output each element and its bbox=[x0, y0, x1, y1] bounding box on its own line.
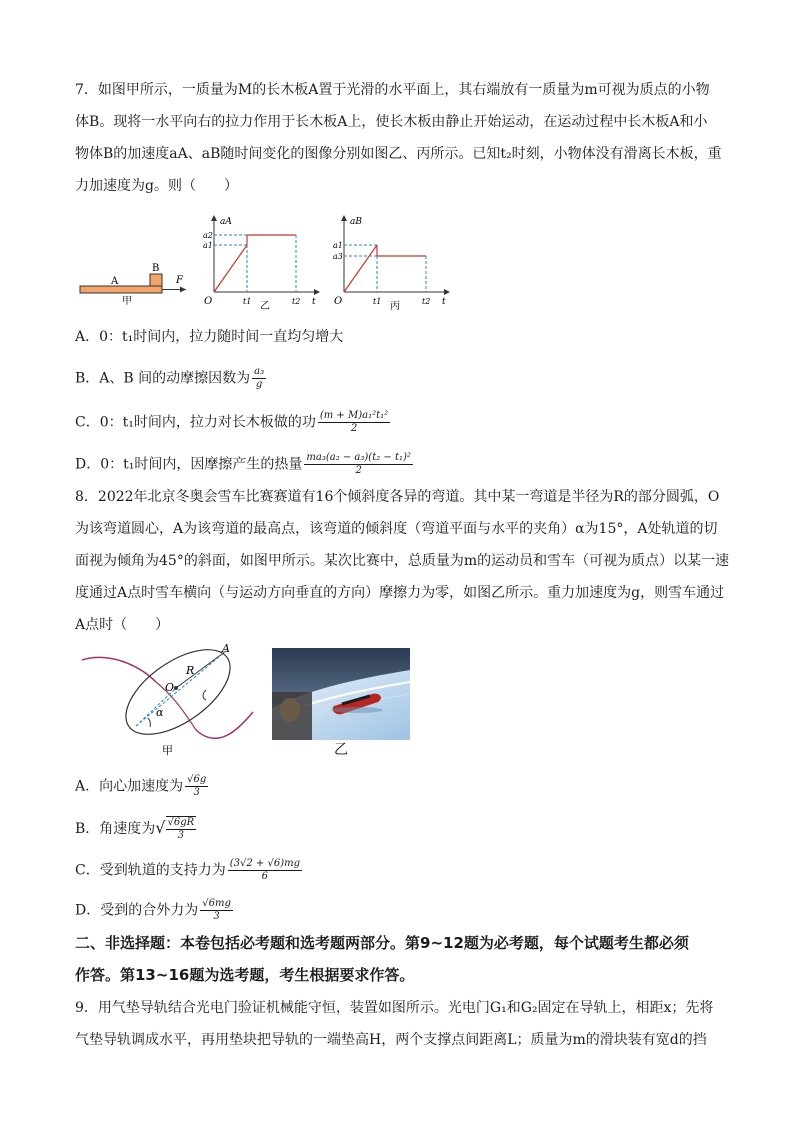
q7-option-b-text: B．A、B 间的动摩擦因数为 bbox=[75, 370, 251, 387]
q8-option-d-formula bbox=[200, 898, 233, 923]
q7-stem-line-3: 物体B的加速度aA、aB随时间变化的图像分别如图乙、丙所示。已知t₂时刻，小物体没有滑离长木板，重 bbox=[75, 146, 722, 162]
q7-yi-y-label: aA bbox=[220, 217, 232, 227]
q7-yi-a1-label: a1 bbox=[203, 241, 213, 250]
q7-option-d bbox=[75, 452, 413, 477]
q7-block-b-label: B bbox=[152, 263, 160, 274]
q7-option-d-numerator: ma₃(a₂ − a₃)(t₂ − t₁)² bbox=[306, 452, 411, 463]
q7-bing-t1-label: t1 bbox=[373, 297, 382, 306]
q8-bobsled-photo bbox=[272, 648, 410, 740]
q8-stem-line-1: 8．2022年北京冬奥会雪车比赛赛道有16个倾斜度各异的弯道。其中某一弯道是半径为R的部分圆弧，O bbox=[75, 489, 720, 505]
q8-stem-line-5: A点时（ ） bbox=[75, 617, 170, 633]
q8-option-a-numerator: √6g bbox=[187, 774, 207, 785]
q8-option-d-text: D．受到的合外力为 bbox=[75, 902, 199, 919]
q7-figure-bing bbox=[330, 212, 455, 312]
q8-option-c-formula bbox=[228, 858, 302, 883]
q8-option-a-formula bbox=[185, 774, 208, 799]
q7-option-c bbox=[75, 410, 390, 435]
q7-yi-a2-label: a2 bbox=[203, 231, 213, 240]
q8-option-a bbox=[75, 774, 208, 799]
q9-stem-line-1: 9．用气垫导轨结合光电门验证机械能守恒，装置如图所示。光电门G₁和G₂固定在导轨上，相距x；先将 bbox=[75, 1000, 714, 1016]
q7-option-c-numerator: (m + M)a₁²t₁² bbox=[319, 410, 389, 421]
q7-bing-origin-label: O bbox=[334, 296, 343, 307]
q8-option-b: B．角速度为√ $\frac{√6gR}{3}$ bbox=[75, 817, 195, 841]
q8-alpha-label: α bbox=[156, 706, 164, 719]
q7-option-d-denominator: 2 bbox=[355, 465, 362, 476]
q8-point-a-label: A bbox=[222, 642, 230, 655]
q8-option-a-text: A．向心加速度为 bbox=[75, 778, 184, 795]
q7-yi-t-label: t bbox=[312, 297, 316, 307]
q8-stem-line-2: 为该弯道圆心，A为该弯道的最高点，该弯道的倾斜度（弯道平面与水平的夹角）α为15°，A处轨道的切 bbox=[75, 521, 718, 537]
q7-option-c-text: C．0：t₁时间内，拉力对长木板做的功 bbox=[75, 414, 316, 431]
q7-figure-jia bbox=[78, 260, 190, 306]
q9-stem-line-2: 气垫导轨调成水平，再用垫块把导轨的一端垫高H，两个支撑点间距离L；质量为m的滑块装有宽d的挡 bbox=[75, 1032, 707, 1048]
q7-bing-a3-label: a3 bbox=[333, 252, 343, 261]
q7-bing-caption: 丙 bbox=[390, 301, 400, 312]
q7-option-b-formula bbox=[252, 366, 266, 391]
q8-option-c-denominator: 6 bbox=[261, 871, 269, 882]
q8-option-c-text: C．受到轨道的支持力为 bbox=[75, 862, 226, 879]
q7-option-d-formula bbox=[304, 452, 413, 477]
q7-option-b bbox=[75, 366, 266, 391]
q7-yi-t1-label: t1 bbox=[243, 297, 252, 306]
q7-option-b-denominator: g bbox=[255, 379, 263, 390]
q7-option-c-denominator: 2 bbox=[350, 423, 358, 434]
q7-figure-yi bbox=[200, 212, 325, 312]
q8-stem-line-3: 面视为倾角为45°的斜面，如图甲所示。某次比赛中，总质量为m的运动员和雪车（可视为质点）以某一速 bbox=[75, 553, 730, 569]
q8-center-label: O bbox=[165, 681, 175, 694]
q7-stem-line-2: 体B。现将一水平向右的拉力作用于长木板A上，使长木板由静止开始运动，在运动过程中长木板A和小 bbox=[75, 114, 708, 130]
q8-stem-line-4: 度通过A点时雪车横向（与运动方向垂直的方向）摩擦力为零，如图乙所示。重力加速度为g，则雪车通过 bbox=[75, 585, 725, 601]
q7-option-b-numerator: a₃ bbox=[254, 366, 265, 377]
q7-bing-t-label: t bbox=[442, 297, 446, 307]
q7-option-d-text: D．0：t₁时间内，因摩擦产生的热量 bbox=[75, 456, 303, 473]
q7-bing-y-label: aB bbox=[350, 217, 362, 227]
q8-option-b-numerator: √6gR bbox=[167, 817, 195, 828]
q8-yi-caption: 乙 bbox=[334, 742, 348, 758]
q7-stem-line-1: 7．如图甲所示，一质量为M的长木板A置于光滑的水平面上，其右端放有一质量为m可视为质点的小物 bbox=[75, 82, 710, 98]
q8-option-a-denominator: 3 bbox=[193, 787, 200, 798]
q8-option-c bbox=[75, 858, 302, 883]
q7-option-a: A．0：t₁时间内，拉力随时间一直均匀增大 bbox=[75, 329, 344, 345]
q7-stem-line-4: 力加速度为g。则（ ） bbox=[75, 178, 238, 194]
q7-force-label: F bbox=[176, 275, 183, 286]
q7-option-c-formula bbox=[318, 410, 390, 435]
q7-block-a-label: A bbox=[111, 276, 119, 287]
q7-yi-caption: 乙 bbox=[260, 301, 270, 312]
q8-radius-label: R bbox=[186, 664, 195, 677]
q7-jia-label: 甲 bbox=[122, 296, 132, 306]
q8-jia-caption: 甲 bbox=[162, 744, 173, 757]
q8-option-b-formula bbox=[166, 816, 197, 842]
q8-option-d bbox=[75, 898, 233, 923]
q8-option-c-numerator: (3√2 + √6)mg bbox=[229, 858, 300, 869]
q8-option-d-numerator: √6mg bbox=[202, 898, 231, 909]
q8-option-d-denominator: 3 bbox=[213, 911, 220, 922]
section-2-heading-line-2: 作答。第13~16题为选考题，考生根据要求作答。 bbox=[75, 966, 415, 984]
q7-yi-origin-label: O bbox=[204, 296, 213, 307]
q8-option-b-text: B．角速度为 bbox=[75, 821, 156, 837]
q8-figure-jia bbox=[78, 642, 258, 758]
section-2-heading-line-1: 二、非选择题：本卷包括必考题和选考题两部分。第9~12题为必考题，每个试题考生都必须 bbox=[75, 934, 689, 952]
q7-bing-a1-label: a1 bbox=[333, 241, 343, 250]
q8-option-b-denominator: 3 bbox=[177, 830, 185, 841]
q7-yi-t2-label: t2 bbox=[292, 297, 301, 306]
q7-bing-t2-label: t2 bbox=[422, 297, 431, 306]
